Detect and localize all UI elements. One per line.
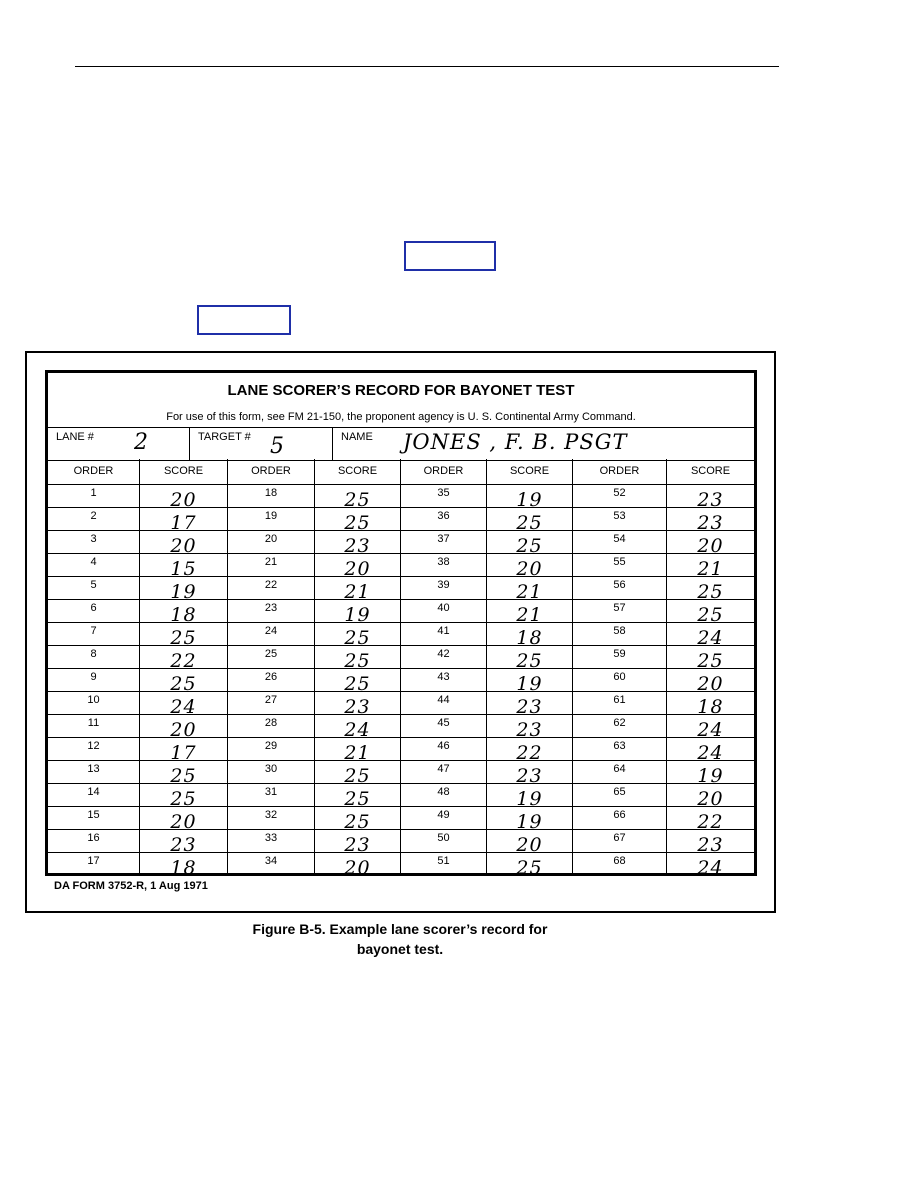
order-cell: 58 xyxy=(573,623,667,646)
score-cell: 25 xyxy=(487,508,573,531)
order-cell: 6 xyxy=(48,600,140,623)
name-value: JONES , F. B. PSGT xyxy=(403,430,628,454)
order-cell: 54 xyxy=(573,531,667,554)
score-cell: 24 xyxy=(697,719,724,741)
score-cell: 18 xyxy=(487,623,573,646)
score-cell: 20 xyxy=(140,531,228,554)
caption-line: bayonet test. xyxy=(356,941,444,957)
target-value: 5 xyxy=(270,434,285,459)
lane-value: 2 xyxy=(134,430,149,455)
order-cell: 61 xyxy=(573,692,667,715)
column-header: SCORE xyxy=(487,459,573,484)
score-cell: 20 xyxy=(487,554,573,577)
score-cell: 25 xyxy=(315,669,401,692)
table-row xyxy=(48,599,754,626)
table-row xyxy=(48,737,754,764)
table-row xyxy=(48,829,754,856)
score-cell: 23 xyxy=(697,512,724,534)
score-cell: 25 xyxy=(140,784,228,807)
score-cell: 23 xyxy=(315,692,401,715)
order-cell: 50 xyxy=(401,830,487,853)
score-cell: 25 xyxy=(315,807,401,830)
order-cell: 34 xyxy=(228,853,315,876)
score-cell: 19 xyxy=(487,669,573,692)
score-cell: 20 xyxy=(697,535,724,557)
score-cell: 25 xyxy=(487,853,573,876)
order-cell: 37 xyxy=(401,531,487,554)
score-cell: 19 xyxy=(487,485,573,508)
order-cell: 27 xyxy=(228,692,315,715)
table-row xyxy=(48,576,754,603)
score-cell: 23 xyxy=(697,834,724,856)
order-cell: 57 xyxy=(573,600,667,623)
score-cell: 22 xyxy=(140,646,228,669)
order-cell: 33 xyxy=(228,830,315,853)
score-cell: 23 xyxy=(315,531,401,554)
target-label: TARGET # xyxy=(198,431,251,443)
score-cell: 25 xyxy=(315,485,401,508)
table-row xyxy=(48,553,754,580)
score-cell: 17 xyxy=(140,508,228,531)
score-cell: 17 xyxy=(140,738,228,761)
scorer-record-form xyxy=(45,370,757,879)
score-cell: 20 xyxy=(487,830,573,853)
score-cell: 24 xyxy=(697,627,724,649)
score-cell: 22 xyxy=(697,811,724,833)
order-cell: 14 xyxy=(48,784,140,807)
lane-label: LANE # xyxy=(56,431,94,443)
score-cell: 23 xyxy=(697,489,724,511)
score-cell: 20 xyxy=(140,807,228,830)
order-cell: 59 xyxy=(573,646,667,669)
score-cell: 24 xyxy=(140,692,228,715)
table-row xyxy=(48,645,754,672)
score-cell: 21 xyxy=(487,577,573,600)
order-cell: 40 xyxy=(401,600,487,623)
order-cell: 10 xyxy=(48,692,140,715)
score-cell: 23 xyxy=(487,715,573,738)
score-cell: 19 xyxy=(140,577,228,600)
order-cell: 36 xyxy=(401,508,487,531)
order-cell: 8 xyxy=(48,646,140,669)
score-cell: 20 xyxy=(140,715,228,738)
table-row xyxy=(48,760,754,787)
order-cell: 68 xyxy=(573,853,667,876)
order-cell: 4 xyxy=(48,554,140,577)
order-cell: 60 xyxy=(573,669,667,692)
table-row xyxy=(48,714,754,741)
score-cell: 20 xyxy=(315,853,401,876)
order-cell: 19 xyxy=(228,508,315,531)
score-cell: 19 xyxy=(697,765,724,787)
score-cell: 21 xyxy=(487,600,573,623)
target-field xyxy=(190,428,333,460)
order-cell: 31 xyxy=(228,784,315,807)
order-cell: 21 xyxy=(228,554,315,577)
score-cell: 19 xyxy=(487,784,573,807)
order-cell: 3 xyxy=(48,531,140,554)
order-cell: 51 xyxy=(401,853,487,876)
column-header: ORDER xyxy=(228,459,315,484)
order-cell: 46 xyxy=(401,738,487,761)
cross-reference-link[interactable] xyxy=(197,305,291,335)
order-cell: 1 xyxy=(48,485,140,508)
column-header: SCORE xyxy=(315,459,401,484)
order-cell: 52 xyxy=(573,485,667,508)
score-cell: 20 xyxy=(140,485,228,508)
score-cell: 22 xyxy=(487,738,573,761)
table-row xyxy=(48,668,754,695)
order-cell: 48 xyxy=(401,784,487,807)
score-cell: 25 xyxy=(697,650,724,672)
column-header: ORDER xyxy=(401,459,487,484)
order-cell: 24 xyxy=(228,623,315,646)
order-cell: 55 xyxy=(573,554,667,577)
order-cell: 23 xyxy=(228,600,315,623)
order-cell: 2 xyxy=(48,508,140,531)
score-cell: 25 xyxy=(315,508,401,531)
caption-line: Figure B-5. Example lane scorer’s record for xyxy=(252,921,548,937)
score-cell: 25 xyxy=(140,761,228,784)
order-cell: 17 xyxy=(48,853,140,876)
score-cell: 23 xyxy=(487,761,573,784)
order-cell: 67 xyxy=(573,830,667,853)
column-header: SCORE xyxy=(690,465,731,477)
lane-field xyxy=(48,428,190,460)
score-cell: 25 xyxy=(140,669,228,692)
order-cell: 44 xyxy=(401,692,487,715)
score-cell: 20 xyxy=(697,673,724,695)
score-cell: 18 xyxy=(140,600,228,623)
order-cell: 53 xyxy=(573,508,667,531)
order-cell: 5 xyxy=(48,577,140,600)
order-cell: 25 xyxy=(228,646,315,669)
order-cell: 28 xyxy=(228,715,315,738)
table-row xyxy=(48,622,754,649)
order-cell: 35 xyxy=(401,485,487,508)
grid-header xyxy=(48,459,754,484)
score-cell: 25 xyxy=(487,646,573,669)
score-cell: 21 xyxy=(315,577,401,600)
score-cell: 18 xyxy=(697,696,724,718)
column-header: ORDER xyxy=(573,459,667,484)
score-cell: 25 xyxy=(487,531,573,554)
order-cell: 13 xyxy=(48,761,140,784)
table-row xyxy=(48,852,754,879)
score-cell: 19 xyxy=(315,600,401,623)
order-cell: 45 xyxy=(401,715,487,738)
order-cell: 22 xyxy=(228,577,315,600)
order-cell: 9 xyxy=(48,669,140,692)
score-cell: 18 xyxy=(140,853,228,876)
column-header: SCORE xyxy=(140,459,228,484)
header-rule xyxy=(75,66,779,67)
order-cell: 30 xyxy=(228,761,315,784)
table-row xyxy=(48,530,754,557)
form-title: LANE SCORER’S RECORD FOR BAYONET TEST xyxy=(227,382,575,399)
table-row xyxy=(48,507,754,534)
score-cell: 25 xyxy=(315,646,401,669)
table-row xyxy=(48,806,754,833)
score-cell: 23 xyxy=(315,830,401,853)
order-cell: 20 xyxy=(228,531,315,554)
score-cell: 23 xyxy=(487,692,573,715)
name-field xyxy=(333,428,754,460)
form-number: DA FORM 3752-R, 1 Aug 1971 xyxy=(54,880,208,892)
figure-caption xyxy=(200,919,600,959)
score-cell: 24 xyxy=(697,857,724,879)
order-cell: 65 xyxy=(573,784,667,807)
order-cell: 43 xyxy=(401,669,487,692)
order-cell: 64 xyxy=(573,761,667,784)
score-cell: 25 xyxy=(315,623,401,646)
score-cell: 24 xyxy=(315,715,401,738)
score-cell: 25 xyxy=(697,581,724,603)
order-cell: 29 xyxy=(228,738,315,761)
score-cell: 20 xyxy=(315,554,401,577)
form-header-row xyxy=(48,427,754,461)
score-cell: 15 xyxy=(140,554,228,577)
score-cell: 25 xyxy=(140,623,228,646)
score-cell: 21 xyxy=(697,558,724,580)
order-cell: 7 xyxy=(48,623,140,646)
order-cell: 41 xyxy=(401,623,487,646)
column-header: ORDER xyxy=(48,459,140,484)
order-cell: 15 xyxy=(48,807,140,830)
order-cell: 12 xyxy=(48,738,140,761)
order-cell: 16 xyxy=(48,830,140,853)
order-cell: 32 xyxy=(228,807,315,830)
order-cell: 63 xyxy=(573,738,667,761)
order-cell: 18 xyxy=(228,485,315,508)
order-cell: 62 xyxy=(573,715,667,738)
score-cell: 25 xyxy=(315,761,401,784)
order-cell: 66 xyxy=(573,807,667,830)
score-cell: 23 xyxy=(140,830,228,853)
score-cell: 21 xyxy=(315,738,401,761)
order-cell: 49 xyxy=(401,807,487,830)
order-cell: 47 xyxy=(401,761,487,784)
table-row xyxy=(48,691,754,718)
order-cell: 39 xyxy=(401,577,487,600)
order-cell: 42 xyxy=(401,646,487,669)
order-cell: 11 xyxy=(48,715,140,738)
table-row xyxy=(48,783,754,810)
table-row xyxy=(48,484,754,511)
score-cell: 25 xyxy=(315,784,401,807)
name-label: NAME xyxy=(341,431,373,443)
score-cell: 19 xyxy=(487,807,573,830)
order-cell: 56 xyxy=(573,577,667,600)
form-subtitle: For use of this form, see FM 21-150, the proponent agency is U. S. Continental Army Command. xyxy=(166,411,636,423)
score-cell: 20 xyxy=(697,788,724,810)
order-cell: 26 xyxy=(228,669,315,692)
score-cell: 25 xyxy=(697,604,724,626)
score-cell: 24 xyxy=(697,742,724,764)
cross-reference-link[interactable] xyxy=(404,241,496,271)
order-cell: 38 xyxy=(401,554,487,577)
